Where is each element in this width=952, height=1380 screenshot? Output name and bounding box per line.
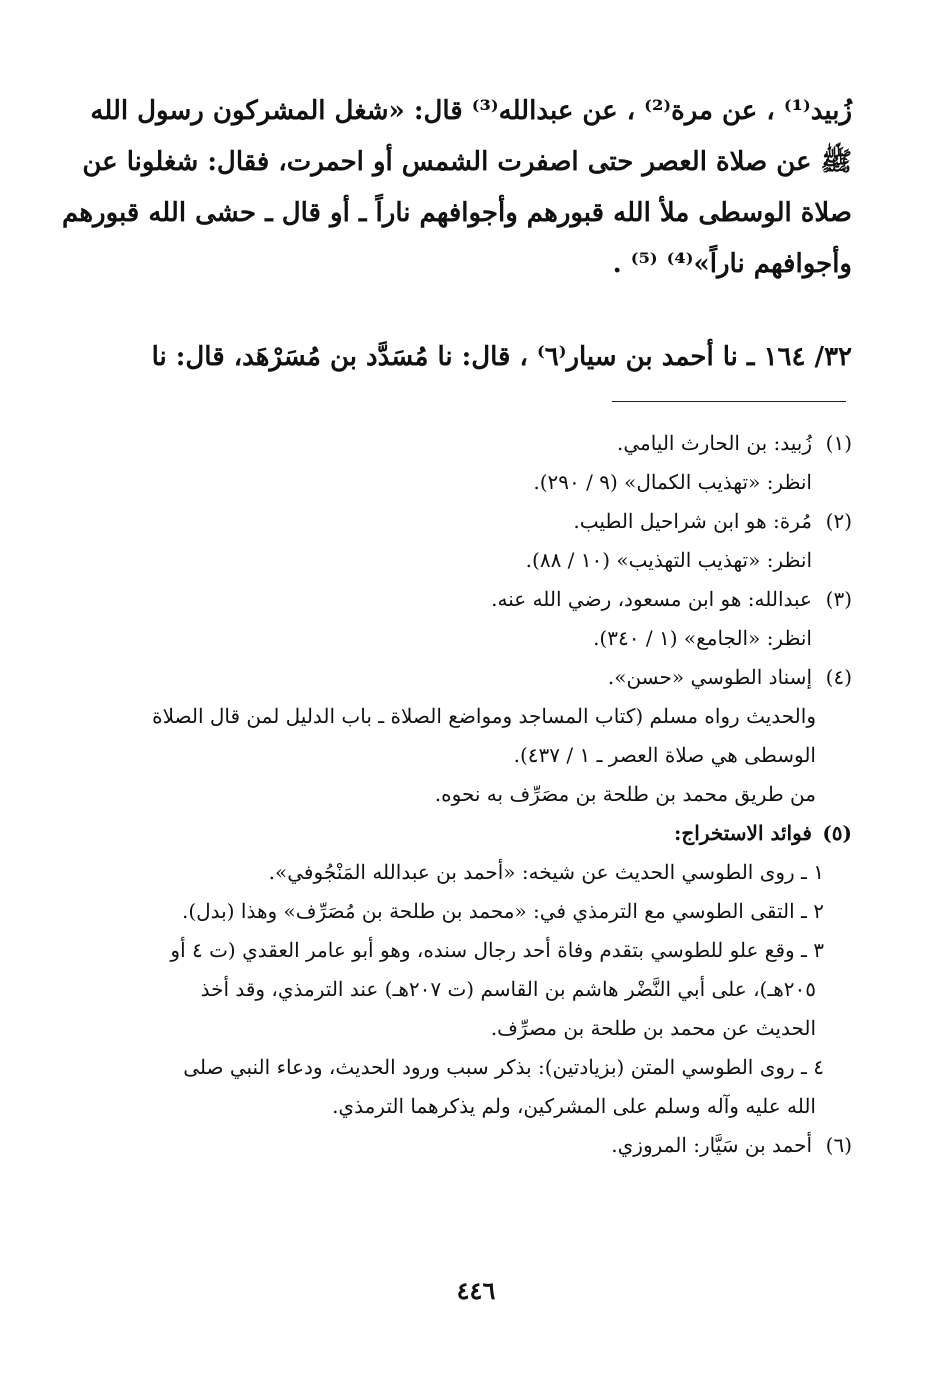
footnote-row: [118, 541, 852, 580]
footnote-row: [118, 580, 852, 619]
footnote-text: انظر: «تهذيب التهذيب» (١٠ / ٨٨).: [525, 548, 812, 572]
footnote-row: [118, 697, 852, 736]
footnote-row: [118, 931, 852, 970]
main-text-line: صلاة الوسطى ملأ الله قبورهم وأجوافهم ناراً ـ أو قال ـ حشى الله قبورهم: [62, 198, 852, 228]
footnote-row: [118, 853, 852, 892]
footnote-number: (٤): [825, 665, 852, 689]
footnote-row: [118, 1087, 852, 1126]
footnote-text: ١ ـ روى الطوسي الحديث عن شيخه: «أحمد بن عبدالله المَنْجُوفي».: [268, 860, 824, 884]
footnote-number: (٥): [822, 821, 852, 845]
hadith-start: ٣٢/ ١٦٤ ـ نا أحمد بن سيار⁽٦⁾ ، قال: نا مُسَدَّد بن مُسَرْهَد، قال: نا: [151, 342, 852, 372]
footnotes: [118, 424, 852, 1165]
footnote-row: [118, 1009, 852, 1048]
footnote-text: من طريق محمد بن طلحة بن مصَرِّف به نحوه.: [434, 782, 816, 806]
footnote-number: (٢): [825, 509, 852, 533]
footnote-text: مُرة: هو ابن شراحيل الطيب.: [573, 509, 812, 533]
page-number: ٤٤٦: [456, 1276, 496, 1305]
footnote-heading: فوائد الاستخراج:: [673, 821, 812, 845]
footnote-row: [118, 892, 852, 931]
footnote-text: إسناد الطوسي «حسن».: [607, 665, 812, 689]
footnote-row: [118, 619, 852, 658]
main-text-line: ﷺ عن صلاة العصر حتى اصفرت الشمس أو احمرت، فقال: شغلونا عن: [82, 147, 852, 177]
main-text-line: زُبيد⁽¹⁾ ، عن مرة⁽²⁾ ، عن عبدالله⁽³⁾ قال: «شغل المشركون رسول الله: [90, 96, 852, 126]
footnote-text: زُبيد: بن الحارث اليامي.: [616, 431, 812, 455]
footnote-row: [118, 775, 852, 814]
footnote-text: ٣ ـ وقع علو للطوسي بتقدم وفاة أحد رجال سنده، وهو أبو عامر العقدي (ت ٤ أو: [170, 938, 824, 962]
footnote-text: ٢ ـ التقى الطوسي مع الترمذي في: «محمد بن طلحة بن مُصَرِّف» وهذا (بدل).: [181, 899, 824, 923]
main-text-line: وأجوافهم ناراً»⁽⁴⁾ ⁽⁵⁾ .: [612, 249, 852, 279]
footnote-row: [118, 424, 852, 463]
footnote-row: [118, 814, 852, 853]
footnote-row: [118, 736, 852, 775]
footnote-row: [118, 463, 852, 502]
footnote-row: [118, 502, 852, 541]
footnote-divider: [612, 401, 846, 402]
footnote-number: (٣): [825, 587, 852, 611]
footnote-text: ٤ ـ روى الطوسي المتن (بزيادتين): بذكر سبب ورود الحديث، ودعاء النبي صلى: [183, 1055, 824, 1079]
footnote-text: انظر: «الجامع» (١ / ٣٤٠).: [593, 626, 812, 650]
footnote-number: (٦): [825, 1133, 852, 1157]
footnote-text: انظر: «تهذيب الكمال» (٩ / ٢٩٠).: [533, 470, 812, 494]
footnote-text: الله عليه وآله وسلم على المشركين، ولم يذكرهما الترمذي.: [332, 1094, 816, 1118]
footnote-row: [118, 658, 852, 697]
footnote-text: ٢٠٥هـ)، على أبي النَّضْر هاشم بن القاسم (ت ٢٠٧هـ) عند الترمذي، وقد أخذ: [200, 977, 816, 1001]
footnote-row: [118, 1126, 852, 1165]
footnote-text: الحديث عن محمد بن طلحة بن مصرِّف.: [490, 1016, 816, 1040]
footnote-text: عبدالله: هو ابن مسعود، رضي الله عنه.: [491, 587, 812, 611]
main-text: [62, 86, 852, 290]
footnote-text: أحمد بن سَيَّار: المروزي.: [611, 1133, 812, 1157]
footnote-row: [118, 970, 852, 1009]
footnote-text: الوسطى هي صلاة العصر ـ ١ / ٤٣٧).: [513, 743, 816, 767]
footnote-text: والحديث رواه مسلم (كتاب المساجد ومواضع الصلاة ـ باب الدليل لمن قال الصلاة: [152, 704, 816, 728]
footnote-number: (١): [825, 431, 852, 455]
footnote-row: [118, 1048, 852, 1087]
